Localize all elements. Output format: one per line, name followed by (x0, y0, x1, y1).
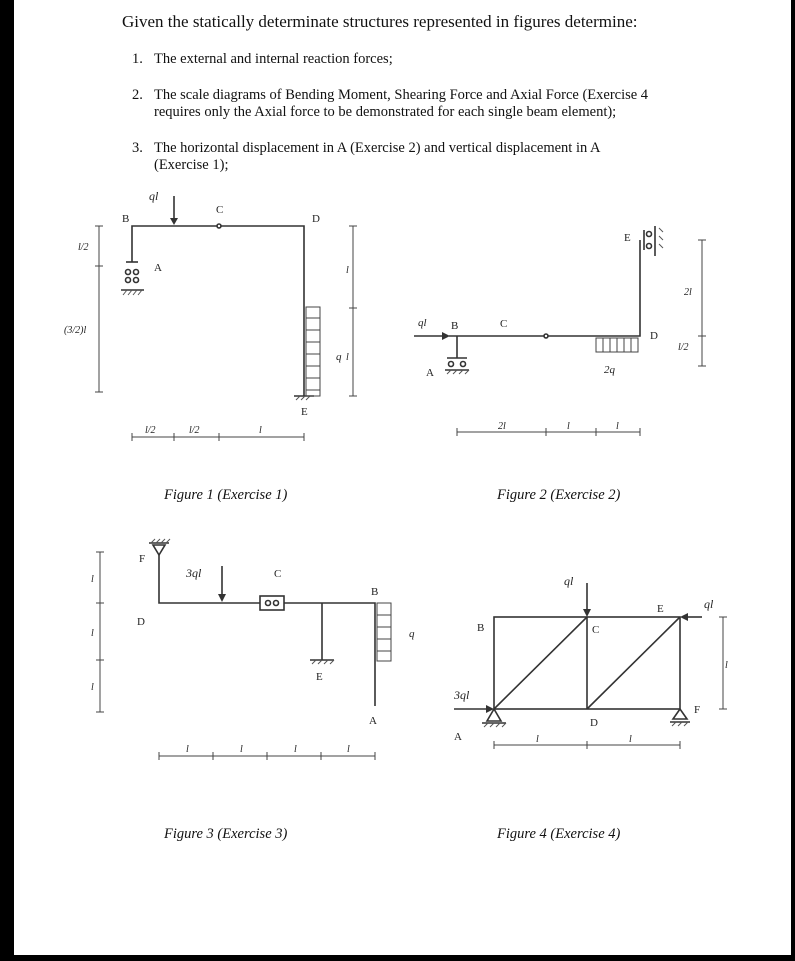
node-A: A (426, 367, 434, 379)
node-C: C (592, 624, 600, 636)
load-q: q (336, 351, 342, 363)
node-E: E (657, 603, 664, 615)
node-D: D (650, 330, 658, 342)
load-right-ql: ql (704, 597, 714, 611)
node-B: B (451, 320, 459, 332)
node-E: E (301, 406, 308, 418)
page (14, 0, 791, 955)
load-top-ql: ql (564, 574, 574, 588)
figure-3-caption: Figure 3 (Exercise 3) (164, 826, 288, 842)
node-C: C (216, 204, 224, 216)
dim-bottom-2: l (567, 421, 570, 432)
figure-2-caption: Figure 2 (Exercise 2) (497, 487, 621, 503)
node-E: E (624, 232, 631, 244)
node-D: D (590, 717, 598, 729)
node-D: D (312, 213, 320, 225)
dim-bottom-1: l/2 (145, 425, 156, 436)
task-text-cont: (Exercise 1); (154, 157, 229, 173)
node-C: C (500, 318, 508, 330)
task-text: The external and internal reaction forces; (154, 51, 393, 67)
node-B: B (371, 586, 379, 598)
dim-left-3: l (91, 682, 94, 693)
figure-4-diagram (14, 0, 791, 955)
dim-bottom-1: 2l (498, 421, 506, 432)
node-F: F (139, 553, 146, 565)
dim-left-bottom: (3/2)l (64, 325, 87, 336)
load-3ql: 3ql (186, 566, 202, 580)
dim-left-2: l (91, 628, 94, 639)
node-F: F (694, 704, 701, 716)
node-E: E (316, 671, 323, 683)
task-text: The scale diagrams of Bending Moment, Shearing Force and Axial Force (Exercise 4 (154, 87, 649, 103)
dim-bottom-1: l (186, 744, 189, 755)
node-D: D (137, 616, 145, 628)
task-text: The horizontal displacement in A (Exercise 2) and vertical displacement in A (154, 140, 601, 156)
task-number: 1. (132, 51, 143, 67)
truss (482, 583, 702, 723)
load-ql: ql (418, 317, 427, 329)
node-B: B (477, 622, 485, 634)
node-A: A (154, 262, 162, 274)
load-q: q (409, 628, 415, 640)
dim-bottom-2: l/2 (189, 425, 200, 436)
dim-bottom-2: l (629, 734, 632, 745)
load-ql: ql (149, 189, 159, 203)
task-number: 3. (132, 140, 143, 156)
dim-bottom-1: l (536, 734, 539, 745)
dim-bottom-2: l (240, 744, 243, 755)
node-C: C (274, 568, 282, 580)
load-left-3ql: 3ql (454, 688, 470, 702)
node-B: B (122, 213, 130, 225)
dim-right-bottom: l/2 (678, 342, 689, 353)
figure-4-caption: Figure 4 (Exercise 4) (497, 826, 621, 842)
dim-left-1: l (91, 574, 94, 585)
task-text-cont: requires only the Axial force to be demonstrated for each single beam element); (154, 104, 617, 120)
dim-right-top: l (346, 265, 349, 276)
node-A: A (454, 731, 462, 743)
dim-bottom-4: l (347, 744, 350, 755)
intro-text: Given the statically determinate structures represented in figures determine: (122, 12, 638, 31)
dim-bottom-3: l (259, 425, 262, 436)
figure-1-caption: Figure 1 (Exercise 1) (164, 487, 288, 503)
dim-bottom-3: l (294, 744, 297, 755)
dim-right-top: 2l (684, 287, 692, 298)
dim-right-bottom: l (346, 352, 349, 363)
task-number: 2. (132, 87, 143, 103)
load-2q: 2q (604, 364, 615, 376)
dim-right: l (725, 660, 728, 671)
dim-bottom-3: l (616, 421, 619, 432)
node-A: A (369, 715, 377, 727)
dim-left-top: l/2 (78, 242, 89, 253)
